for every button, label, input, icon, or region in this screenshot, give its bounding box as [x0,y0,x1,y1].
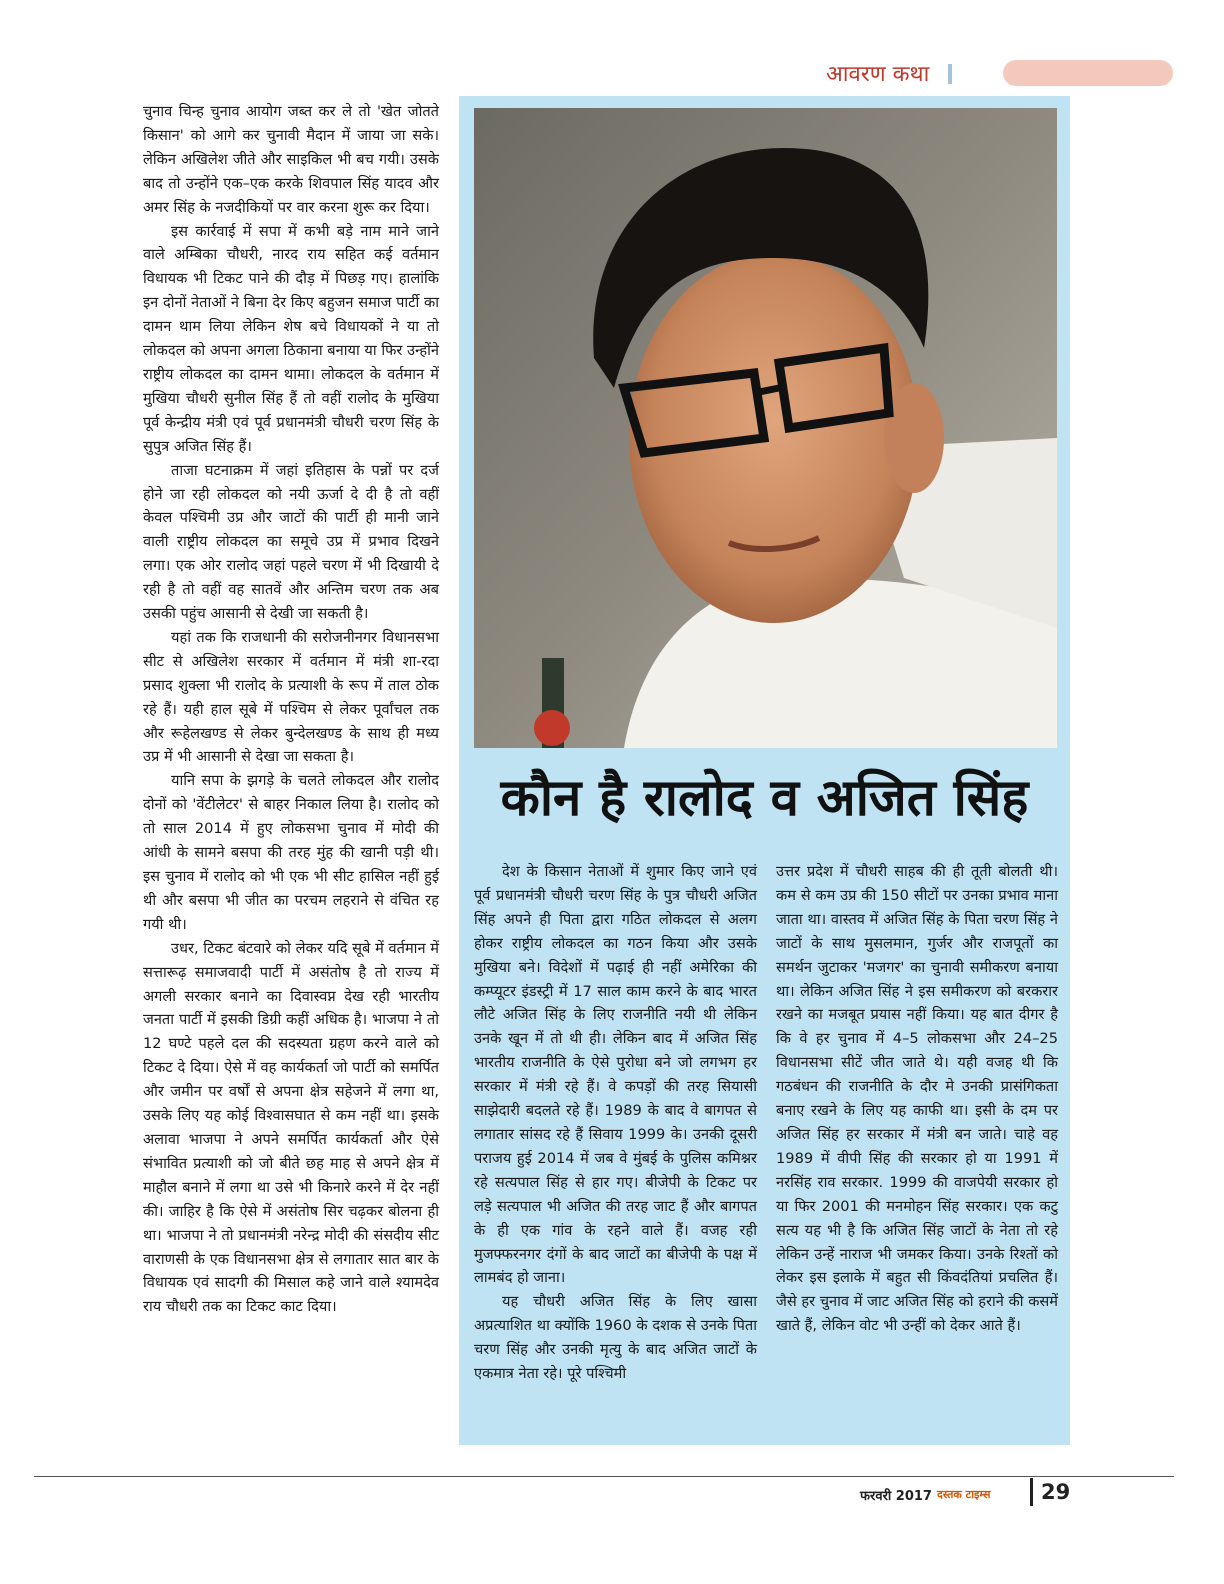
section-pill [1003,60,1173,86]
paragraph: यहां तक कि राजधानी की सरोजनीनगर विधानसभा सीट से अखिलेश सरकार में वर्तमान में मंत्री शा-रदा प्रसाद शुक्ला भी रालोद के प्रत्याशी के रूप में ताल ठोक रहे हैं। यही हाल सूबे में पश्चिम से लेकर पूर्वांचल तक और रूहेलखण्ड से लेकर बुन्देलखण्ड के साथ ही मध्य उप्र में भी आसानी से देखा जा सकता है। [143,628,439,766]
page-number: 29 [1041,1480,1071,1504]
paragraph: उत्तर प्रदेश में चौधरी साहब की ही तूती बोलती थी। कम से कम उप्र की 150 सीटों पर उनका प्रभाव माना जाता था। वास्तव में अजित सिंह के पिता चरण सिंह ने जाटों के साथ मुसलमान, गुर्जर और राजपूतों का समर्थन जुटाकर 'मजगर' का चुनावी समीकरण बनाया था। लेकिन अजित सिंह ने इस समीकरण को बरकरार रखने का मजबूत प्रयास नहीं किया। यह बात दीगर है कि वे हर चुनाव में 4–5 लोकसभा और 24–25 विधानसभा सीटें जीत जाते थे। यही वजह थी कि गठबंधन की राजनीति के दौर मे उनकी प्रासंगिकता बनाए रखने के लिए यह काफी था। इसी के दम पर अजित सिंह हर सरकार में मंत्री बन जाते। चाहे वह 1989 में वीपी सिंह की सरकार हो या 1991 में नरसिंह राव सरकार. 1999 की वाजपेयी सरकार हो या फिर 2001 की मनमोहन सिंह सरकार। एक कटु सत्य यह भी है कि अजित सिंह जाटों के नेता तो रहे लेकिन उन्हें नाराज भी जमकर किया। उनके रिश्तों को लेकर इस इलाके में बहुत सी किंवदंतियां प्रचलित हैं। जैसे हर चुनाव में जाट अजित सिंह को हराने की कसमें खाते हैं, लेकिन वोट भी उन्हीं को देकर आते हैं। [776,863,1058,1335]
section-divider [948,64,952,84]
portrait-photo [474,108,1057,748]
footer-separator [1030,1478,1033,1506]
magazine-logo: दस्तक टाइम्स [937,1488,991,1501]
paragraph: उधर, टिकट बंटवारे को लेकर यदि सूबे में वर्तमान में सत्तारूढ़ समाजवादी पार्टी में असंतोष है तो राज्य में अगली सरकार बनाने का दिवास्वप्न देख रही भारतीय जनता पार्टी में इसकी डिग्री कहीं अधिक है। भाजपा ने तो 12 घण्टे पहले दल की सदस्यता ग्रहण करने वाले को टिकट दे दिया। ऐसे में वह कार्यकर्ता जो पार्टी को समर्पित और जमीन पर वर्षों से अपना क्षेत्र सहेजने में लगा था, उसके लिए यह कोई विश्वासघात से कम नहीं था। इसके अलावा भाजपा ने अपने समर्पित कार्यकर्ता और ऐसे संभावित प्रत्याशी को जो बीते छह माह से अपने क्षेत्र में माहौल बनाने में लगा था उसे भी किनारे करने में देर नहीं की। जाहिर है कि ऐसे में असंतोष सिर चढ़कर बोलना ही था। भाजपा ने तो प्रधानमंत्री नरेन्द्र मोदी की संसदीय सीट वाराणसी के एक विधानसभा क्षेत्र से लगातार सात बार के विधायक एवं सादगी की मिसाल कहे जाने वाले श्यामदेव राय चौधरी तक का टिकट काट दिया। [143,939,439,1316]
section-label: आवरण कथा [826,62,930,87]
middle-column [474,860,757,1386]
paragraph: देश के किसान नेताओं में शुमार किए जाने एवं पूर्व प्रधानमंत्री चौधरी चरण सिंह के पुत्र चौधरी अजित सिंह अपने ही पिता द्वारा गठित लोकदल से अलग होकर राष्ट्रीय लोकदल का गठन किया और उसके मुखिया बने। विदेशों में पढ़ाई ही नहीं अमेरिका की कम्प्यूटर इंडस्ट्री में 17 साल काम करने के बाद भारत लौटे अजित सिंह के लिए राजनीति नयी थी लेकिन उनके खून में तो थी ही। लेकिन बाद में अजित सिंह भारतीय राजनीति के ऐसे पुरोधा बने जो लगभग हर सरकार में मंत्री रहे हैं। वे कपड़ों की तरह सियासी साझेदारी बदलते रहे हैं। 1989 के बाद वे बागपत से लगातार सांसद रहे हैं सिवाय 1999 के। उनकी दूसरी पराजय हुई 2014 में जब वे मुंबई के पुलिस कमिश्नर रहे सत्यपाल सिंह से हार गए। बीजेपी के टिकट पर लड़े सत्यपाल भी अजित की तरह जाट हैं और बागपत के ही एक गांव के रहने वाले हैं। वजह रही मुजफ्फरनगर दंगों के बाद जाटों का बीजेपी के पक्ष में लामबंद हो जाना। [474,863,757,1287]
paragraph: यह चौधरी अजित सिंह के लिए खासा अप्रत्याशित था क्योंकि 1960 के दशक से उनके पिता चरण सिंह और उनकी मृत्यु के बाद अजित जाटों के एकमात्र नेता रहे। पूरे पश्चिमी [474,1293,757,1383]
footer-date: फरवरी 2017 [860,1489,932,1504]
paragraph: चुनाव चिन्ह चुनाव आयोग जब्त कर ले तो 'खेत जोतते किसान' को आगे कर चुनावी मैदान में जाया जा सके। लेकिन अखिलेश जीते और साइकिल भी बच गयी। उसके बाद तो उन्होंने एक–एक करके शिवपाल सिंह यादव और अमर सिंह के नजदीकियों पर वार करना शुरू कर दिया। [143,103,439,216]
paragraph: इस कार्रवाई में सपा में कभी बड़े नाम माने जाने वाले अम्बिका चौधरी, नारद राय सहित कई वर्तमान विधायक भी टिकट पाने की दौड़ में पिछड़ गए। हालांकि इन दोनों नेताओं ने बिना देर किए बहुजन समाज पार्टी का दामन थाम लिया लेकिन शेष बचे विधायकों ने या तो लोकदल को अपना अगला ठिकाना बनाया या फिर उन्होंने राष्ट्रीय लोकदल का दामन थामा। लोकदल के वर्तमान में मुखिया चौधरी सुनील सिंह हैं तो वहीं रालोद के मुखिया पूर्व केन्द्रीय मंत्री एवं पूर्व प्रधानमंत्री चौधरी चरण सिंह के सुपुत्र अजित सिंह हैं। [143,222,439,455]
footer-rule [34,1476,1174,1477]
right-column [776,860,1058,1338]
paragraph: यानि सपा के झगड़े के चलते लोकदल और रालोद दोनों को 'वेंटीलेटर' से बाहर निकाल लिया है। रालोद को तो साल 2014 में हुए लोकसभा चुनाव में मोदी की आंधी के सामने बसपा की तरह मुंह की खानी पड़ी थी। इस चुनाव में रालोद को भी एक भी सीट हासिल नहीं हुई थी और बसपा भी जीत का परचम लहराने से वंचित रह गयी थी। [143,772,439,933]
paragraph: ताजा घटनाक्रम में जहां इतिहास के पन्नों पर दर्ज होने जा रही लोकदल को नयी ऊर्जा दे दी है तो वहीं केवल पश्चिमी उप्र और जाटों की पार्टी ही मानी जाने वाली राष्ट्रीय लोकदल का समूचे उप्र में प्रभाव दिखने लगा। एक ओर रालोद जहां पहले चरण में भी दिखायी दे रही है तो वहीं वह सातवें और अन्तिम चरण तक अब उसकी पहुंच आसानी से देखी जा सकती है। [143,461,439,623]
headline: कौन है रालोद व अजित सिंह [500,769,1029,828]
left-column [143,100,439,1319]
